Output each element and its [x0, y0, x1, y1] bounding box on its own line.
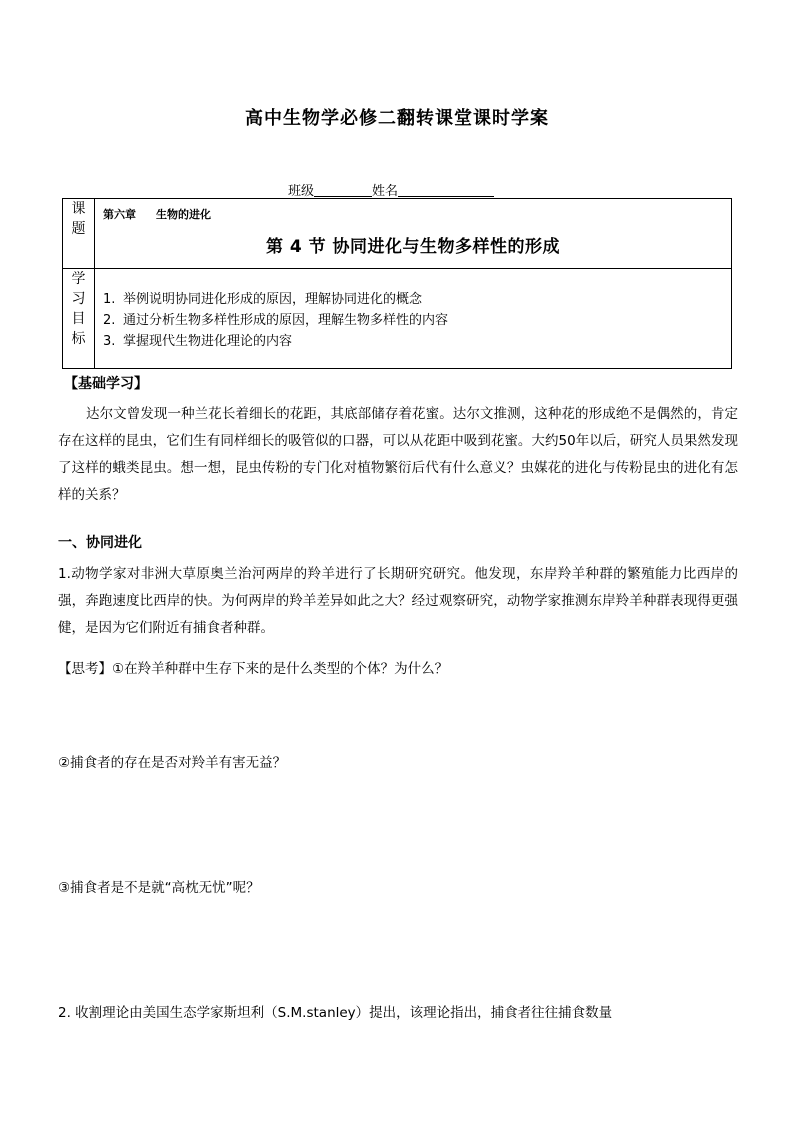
class-name-line [288, 180, 494, 199]
goal-item: 3. 掌握现代生物进化理论的内容 [103, 334, 293, 349]
page-title: 高中生物学必修二翻转课堂课时学案 [245, 108, 549, 129]
goals-cell [95, 269, 732, 369]
goal-item: 2. 通过分析生物多样性形成的原因，理解生物多样性的内容 [103, 313, 449, 328]
class-blank[interactable] [314, 183, 372, 197]
chapter-title: 生物的进化 [156, 208, 211, 221]
think-question-1: 【思考】①在羚羊种群中生存下来的是什么类型的个体？为什么？ [58, 661, 449, 677]
chapter-line [95, 199, 731, 222]
goals-list [95, 269, 731, 352]
paragraph-antelope: 1.动物学家对非洲大草原奥兰治河两岸的羚羊进行了长期研究研究。他发现，东岸羚羊种群的繁殖能力比西岸的强，奔跑速度比西岸的快。为何两岸的羚羊差异如此之大？经过观察研究，动物学家推测东岸羚羊种群表现得更强健，是因为它们附近有捕食者种群。 [58, 566, 738, 636]
paragraph-harvest-theory: 2. 收割理论由美国生态学家斯坦利（S.M.stanley）提出，该理论指出，捕食者往往捕食数量 [58, 1005, 613, 1021]
topic-cell [95, 199, 732, 269]
section-title: 第 4 节 协同进化与生物多样性的形成 [265, 237, 561, 257]
name-label: 姓名 [372, 184, 399, 199]
class-label: 班级 [288, 184, 315, 199]
name-blank[interactable] [398, 183, 494, 197]
topic-label: 课 题 [63, 199, 95, 269]
think-label: 【思考】 [58, 661, 112, 677]
intro-paragraph: 达尔文曾发现一种兰花长着细长的花距，其底部储存着花蜜。达尔文推测，这种花的形成绝不是偶然的，肯定存在这样的昆虫，它们生有同样细长的吸管似的口器，可以从花距中吸到花蜜。大约50年以后，研究人员果然发现了这样的蛾类昆虫。想一想，昆虫传粉的专门化对植物繁衍后代有什么意义？虫媒花的进化与传粉昆虫的进化有怎样的关系？ [58, 406, 738, 503]
think-question-3: ③捕食者是不是就“高枕无忧”呢？ [58, 880, 260, 896]
lesson-info-table [62, 198, 732, 369]
think-question-2: ②捕食者的存在是否对羚羊有害无益？ [58, 755, 287, 771]
goal-item: 1. 举例说明协同进化形成的原因，理解协同进化的概念 [103, 292, 423, 307]
basic-learning-heading: 【基础学习】 [64, 376, 148, 392]
section1-heading: 一、协同进化 [58, 535, 142, 551]
goals-label: 学 习 目 标 [63, 269, 95, 369]
chapter-number: 第六章 [103, 208, 136, 221]
